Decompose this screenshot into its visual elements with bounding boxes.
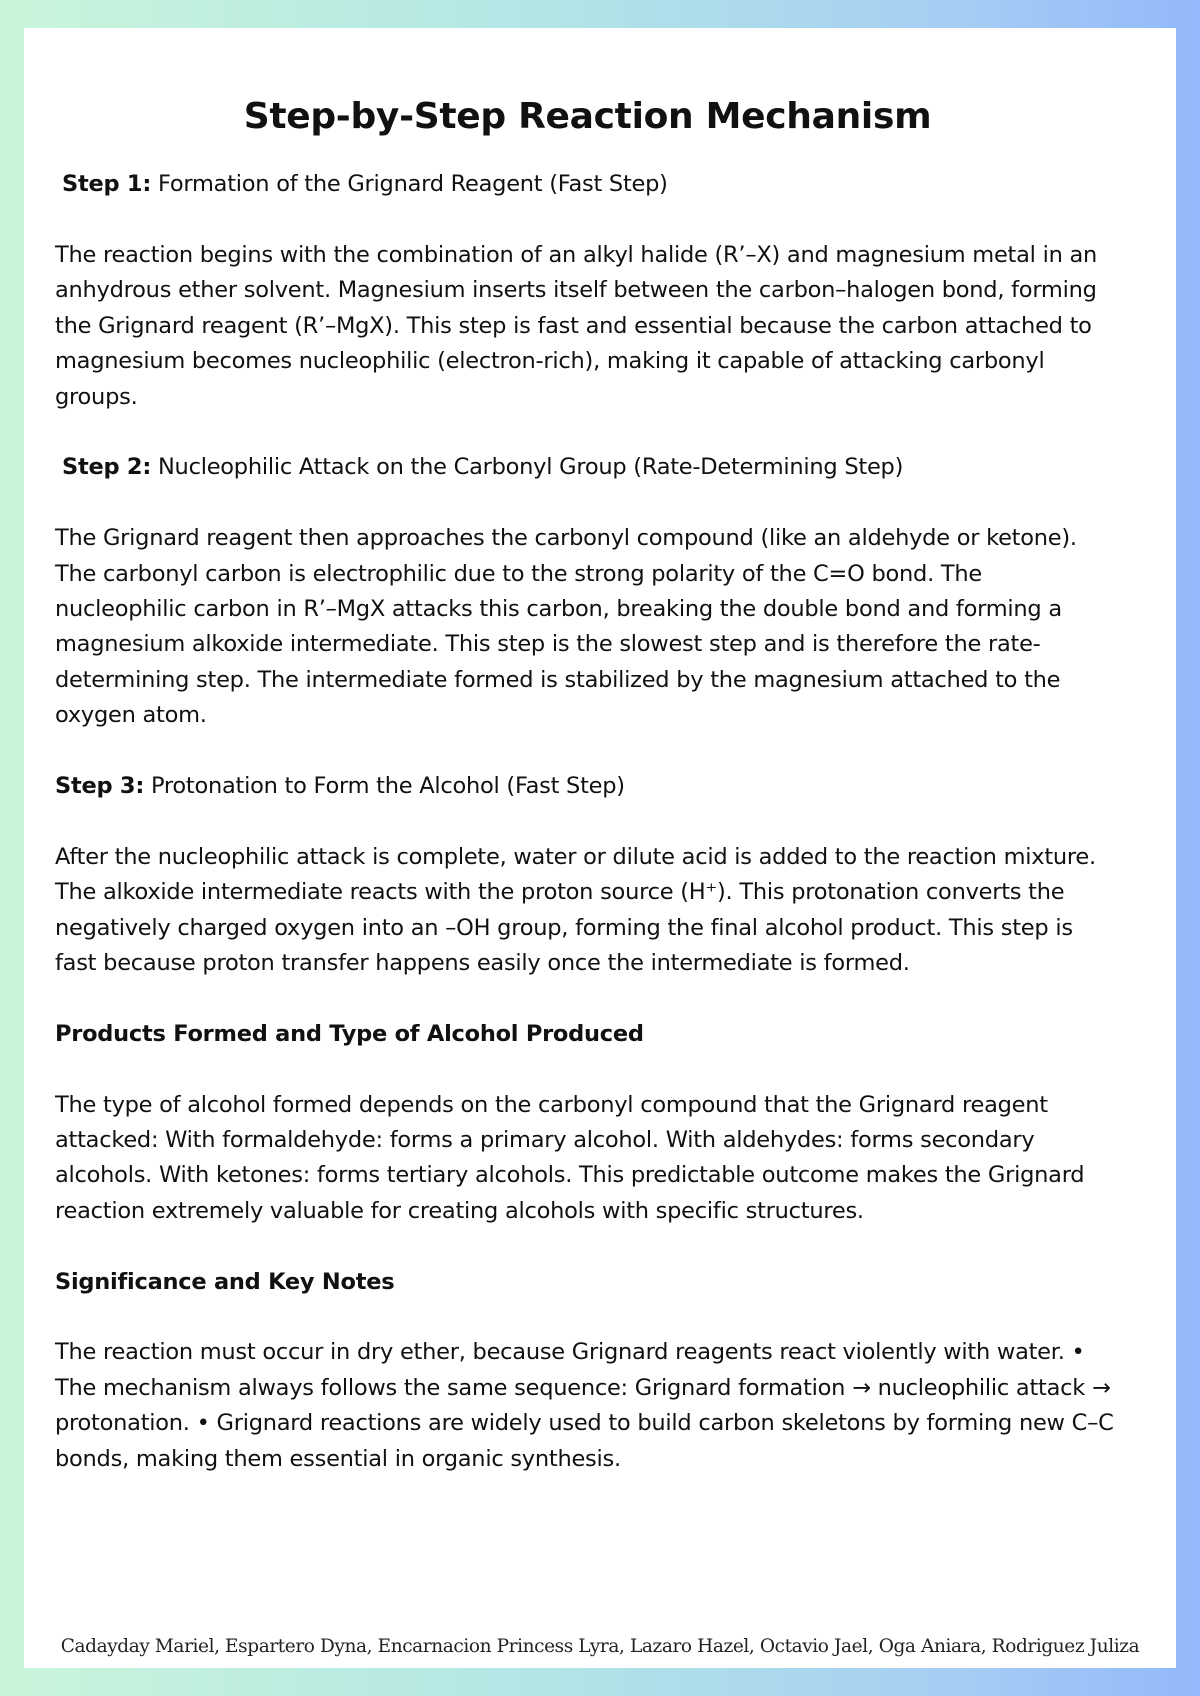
step-1-title: Formation of the Grignard Reagent (Fast Step)	[151, 171, 668, 198]
significance-section	[55, 1265, 1120, 1477]
products-body: The type of alcohol formed depends on the carbonyl compound that the Grignard reagent attacked: With formaldehyde: forms a primary alcohol. With aldehydes: forms secondary alcohols. With ketones: forms tertiary alcohols. This predictable outcome makes the Grignard reaction extremely valuable for creating alcohols with specific structures.	[55, 1091, 1085, 1224]
products-section	[55, 1017, 1120, 1229]
significance-heading: Significance and Key Notes	[55, 1268, 395, 1295]
step-3-section	[55, 769, 1120, 981]
step-1-label: Step 1:	[62, 171, 152, 198]
step-2-heading	[55, 450, 1120, 485]
step-2-label: Step 2:	[62, 454, 152, 481]
step-2-title: Nucleophilic Attack on the Carbonyl Group (Rate-Determining Step)	[151, 454, 904, 481]
step-2-body: The Grignard reagent then approaches the carbonyl compound (like an aldehyde or ketone). The carbonyl carbon is electrophilic due to the strong polarity of the C=O bond. The nucleophilic carbon in R’–MgX attacks this carbon, breaking the double bond and forming a magnesium alkoxide intermediate. This step is the slowest step and is therefore the rate-determining step. The intermediate formed is stabilized by the magnesium attached to the oxygen atom.	[55, 525, 1077, 729]
step-2-section	[55, 450, 1120, 733]
step-1-body: The reaction begins with the combination of an alkyl halide (R’–X) and magnesium metal in an anhydrous ether solvent. Magnesium inserts itself between the carbon–halogen bond, forming the Grignard reagent (R’–MgX). This step is fast and essential because the carbon attached to magnesium becomes nucleophilic (electron-rich), making it capable of attacking carbonyl groups.	[55, 241, 1098, 410]
step-3-heading	[55, 769, 1120, 804]
step-1-heading	[55, 167, 1120, 202]
page-title: Step-by-Step Reaction Mechanism	[243, 96, 932, 137]
significance-body: The reaction must occur in dry ether, because Grignard reagents react violently with water. • The mechanism always follows the same sequence: Grignard formation → nucleophilic attack → protonation. • Grignard reactions are widely used to build carbon skeletons by forming new C–C bonds, making them essential in organic synthesis.	[55, 1339, 1114, 1472]
step-3-title: Protonation to Form the Alcohol (Fast Step)	[144, 773, 625, 800]
products-heading: Products Formed and Type of Alcohol Produced	[55, 1020, 644, 1047]
step-3-label: Step 3:	[55, 773, 145, 800]
authors-footer: Cadayday Mariel, Espartero Dyna, Encarnacion Princess Lyra, Lazaro Hazel, Octavio Jael, Oga Aniara, Rodriguez Juliza	[60, 1636, 1140, 1657]
step-3-body: After the nucleophilic attack is complete, water or dilute acid is added to the reaction mixture. The alkoxide intermediate reacts with the proton source (H⁺). This protonation converts the negatively charged oxygen into an –OH group, forming the final alcohol product. This step is fast because proton transfer happens easily once the intermediate is formed.	[55, 843, 1096, 977]
step-1-section	[55, 167, 1120, 415]
document-page	[24, 28, 1176, 1668]
